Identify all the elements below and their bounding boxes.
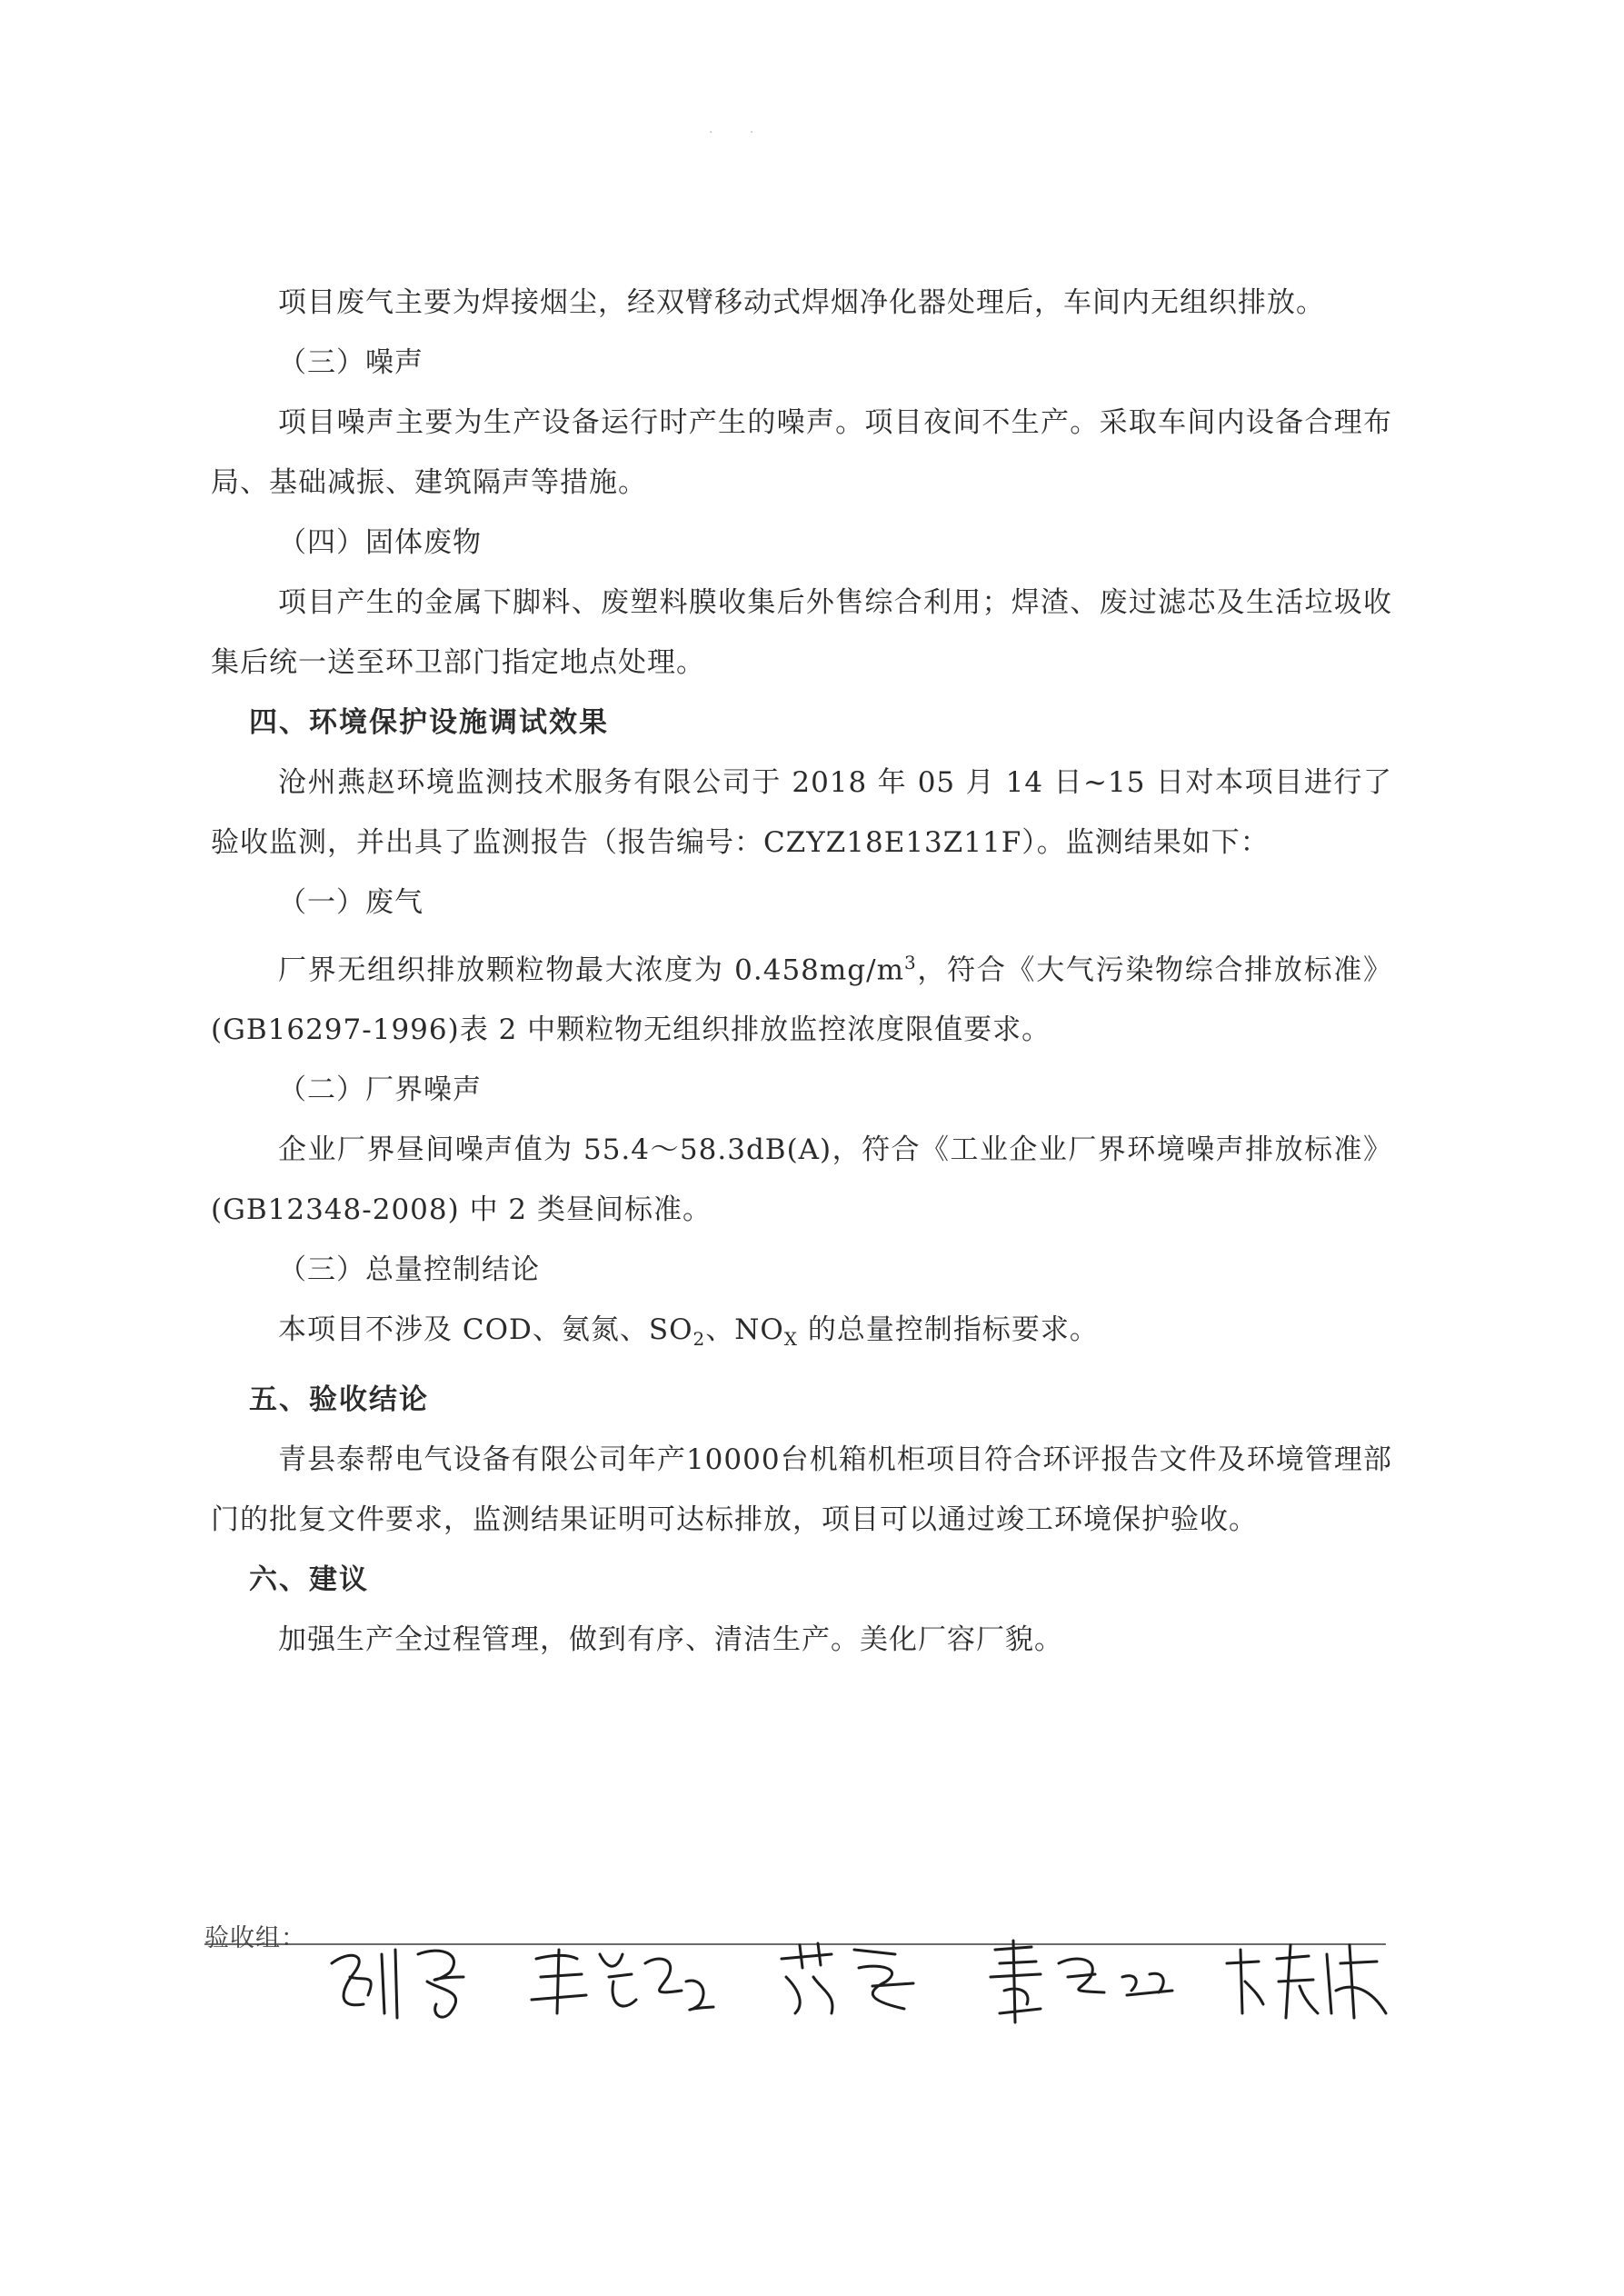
subheading-solid-waste: （四）固体废物 bbox=[278, 526, 482, 559]
superscript-3: 3 bbox=[903, 952, 917, 973]
section-heading-4: 四、环境保护设施调试效果 bbox=[249, 706, 609, 739]
signature-3 bbox=[768, 1927, 932, 2027]
paragraph-particulate bbox=[211, 933, 1392, 1060]
subheading-waste-gas: （一）废气 bbox=[278, 886, 423, 919]
paragraph-noise: 项目噪声主要为生产设备运行时产生的噪声。项目夜间不生产。采取车间内设备合理布局、基础减振、建筑隔声等措施。 bbox=[211, 406, 1392, 499]
signature-block bbox=[204, 1918, 1386, 2036]
subheading-boundary-noise: （二）厂界噪声 bbox=[278, 1073, 482, 1107]
section-heading-6: 六、建议 bbox=[249, 1562, 369, 1596]
scan-artifact: · · bbox=[709, 125, 771, 140]
paragraph-suggestion: 加强生产全过程管理，做到有序、清洁生产。美化厂容厂貌。 bbox=[278, 1622, 1063, 1656]
acceptance-team-label: 验收组： bbox=[204, 1924, 306, 1952]
total-text-c: 的总量控制指标要求。 bbox=[798, 1313, 1099, 1347]
total-text-b: 、NO bbox=[705, 1313, 784, 1347]
signature-2 bbox=[523, 1927, 722, 2027]
subscript-x: X bbox=[783, 1328, 799, 1351]
paragraph-waste-gas-summary: 项目废气主要为焊接烟尘，经双臂移动式焊烟净化器处理后，车间内无组织排放。 bbox=[278, 286, 1325, 319]
paragraph-monitoring: 沧州燕赵环境监测技术服务有限公司于 2018 年 05 月 14 日~15 日对本项目进行了验收监测，并出具了监测报告（报告编号：CZYZ18E13Z11F）。监测结果如下： bbox=[211, 766, 1392, 859]
particulate-text-b: ，符合《大气污染物综合排放标准》(GB16297-1996)表 2 中颗粒物无组织排放监控浓度限值要求。 bbox=[211, 953, 1392, 1047]
subheading-noise: （三）噪声 bbox=[278, 346, 423, 379]
document-body bbox=[211, 273, 1392, 1670]
paragraph-total-control bbox=[211, 1300, 1392, 1369]
paragraph-conclusion: 青县泰帮电气设备有限公司年产10000台机箱机柜项目符合环评报告文件及环境管理部门的批复文件要求，监测结果证明可达标排放，项目可以通过竣工环境保护验收。 bbox=[211, 1442, 1392, 1536]
total-text-a: 本项目不涉及 COD、氨氮、SO bbox=[278, 1313, 693, 1347]
signature-5 bbox=[1213, 1927, 1395, 2027]
particulate-text-a: 厂界无组织排放颗粒物最大浓度为 0.458mg/m bbox=[278, 953, 904, 987]
paragraph-solid-waste: 项目产生的金属下脚料、废塑料膜收集后外售综合利用；焊渣、废过滤芯及生活垃圾收集后统一送至环卫部门指定地点处理。 bbox=[211, 586, 1392, 679]
signature-4 bbox=[977, 1927, 1186, 2027]
signature-1 bbox=[314, 1927, 495, 2027]
subheading-total-control: （三）总量控制结论 bbox=[278, 1253, 540, 1287]
section-heading-5: 五、验收结论 bbox=[249, 1383, 429, 1416]
subscript-2: 2 bbox=[692, 1328, 706, 1351]
paragraph-boundary-noise: 企业厂界昼间噪声值为 55.4～58.3dB(A)，符合《工业企业厂界环境噪声排放标准》(GB12348-2008) 中 2 类昼间标准。 bbox=[211, 1133, 1392, 1227]
